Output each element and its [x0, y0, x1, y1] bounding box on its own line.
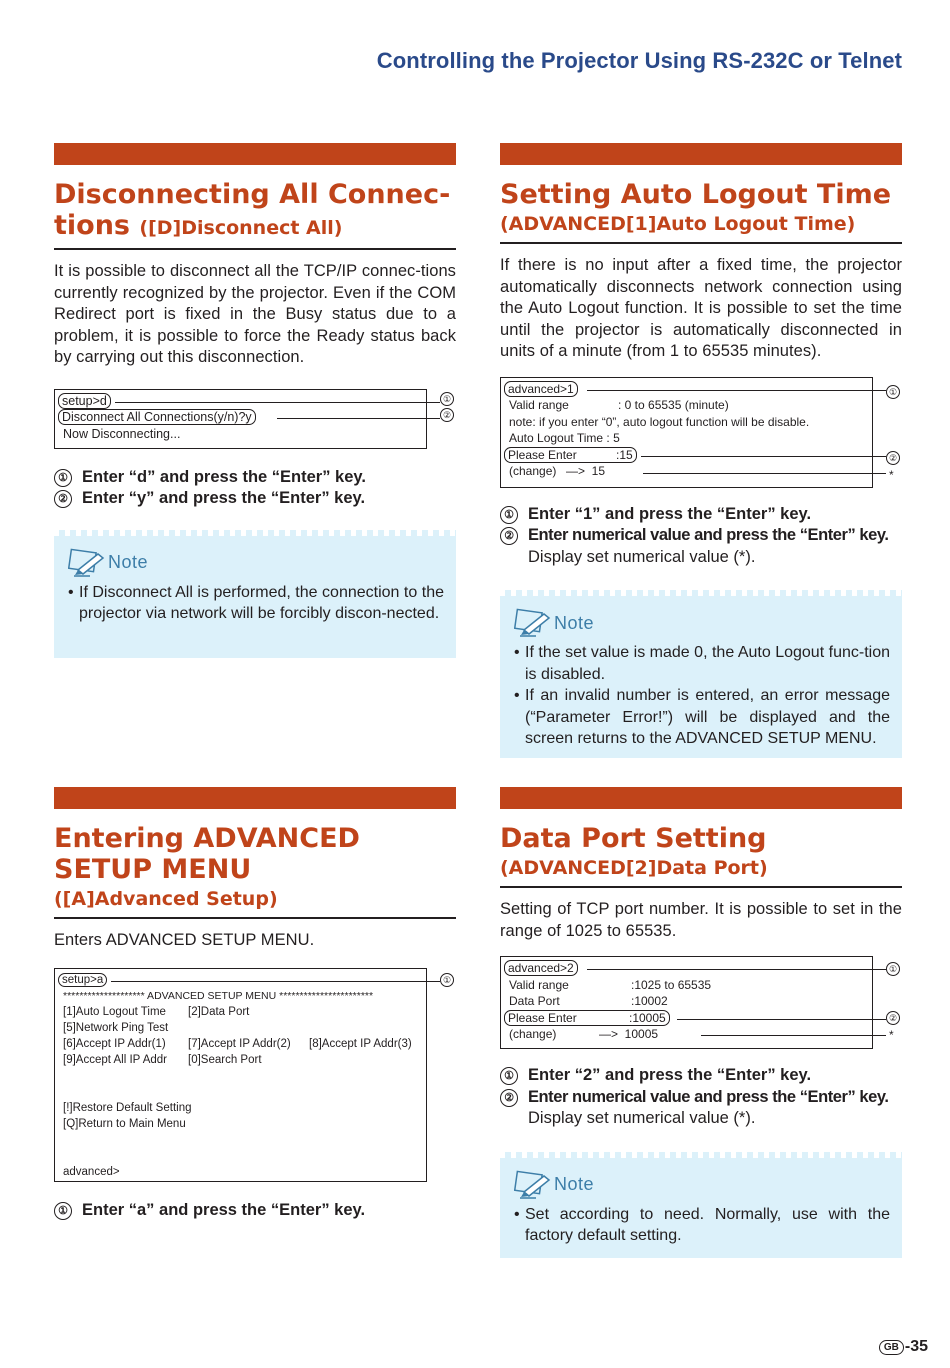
step-item: ① Enter “1” and press the “Enter” key.: [500, 504, 902, 526]
callout-line: [701, 1035, 886, 1036]
note-label: Note: [108, 552, 149, 572]
section-body: Setting of TCP port number. It is possible to set in the range of 1025 to 65535.: [500, 900, 902, 940]
note-item: • Set according to need. Normally, use with the factory default setting.: [514, 1205, 890, 1244]
section-rule: [500, 242, 902, 244]
section-rule: [500, 886, 902, 888]
section-subtitle: (ADVANCED[2]Data Port): [500, 857, 768, 879]
section-auto-logout: [500, 143, 902, 758]
section-body: If there is no input after a fixed time, the projector automatically disconnects network connection using the Auto Logout function. It is possible to set the time until the projector is automatically disconnected in units of a minute (from 1 to 65535 minutes).: [500, 256, 902, 360]
section-rule: [54, 917, 456, 919]
highlighted-command: Please Enter :10005: [504, 1010, 670, 1026]
note-box: [500, 590, 902, 758]
highlighted-command: setup>d: [58, 393, 111, 409]
page-number: GB -35: [879, 1338, 928, 1356]
callout-line: [677, 1019, 886, 1020]
section-bar: [54, 143, 456, 165]
pencil-note-icon: [514, 1170, 552, 1200]
section-title: Data Port Setting: [500, 823, 767, 854]
section-body: It is possible to disconnect all the TCP/IP connec-tions currently recognized by the projector. Even if the COM Redirect port is fixed in the Busy status due to a problem, it is possible to force the Ready status back by carrying out this disconnection.: [54, 262, 456, 366]
callout-line: [277, 418, 440, 419]
step-list: [54, 1200, 456, 1222]
note-item: • If an invalid number is entered, an error message (“Parameter Error!”) will be displayed and the screen returns to the ADVANCED SETUP MENU.: [514, 687, 890, 747]
asterisk-marker: *: [889, 468, 894, 482]
section-title: Entering ADVANCED SETUP MENU: [54, 823, 360, 885]
section-data-port: [500, 787, 902, 1258]
highlighted-command: setup>a: [58, 973, 107, 987]
section-bar: [500, 787, 902, 809]
callout-line: [587, 390, 886, 391]
highlighted-command: Disconnect All Connections(y/n)?y: [58, 409, 256, 425]
section-disconnect-all: [54, 143, 456, 658]
callout-line: [641, 456, 886, 457]
section-subtitle: ([A]Advanced Setup): [54, 888, 278, 910]
highlighted-command: advanced>2: [504, 960, 578, 976]
highlighted-command: advanced>1: [504, 381, 578, 397]
callout-number: ②: [440, 408, 454, 422]
note-label: Note: [554, 1174, 595, 1194]
callout-number: ①: [440, 973, 454, 987]
note-label: Note: [554, 612, 595, 633]
callout-line: [111, 981, 440, 982]
section-bar: [54, 787, 456, 809]
step-item: ① Enter “d” and press the “Enter” key.: [54, 467, 456, 489]
callout-number: ①: [886, 962, 900, 976]
step-item: ① Enter “a” and press the “Enter” key.: [54, 1200, 456, 1222]
note-item: • If the set value is made 0, the Auto Logout func-tion is disabled.: [514, 644, 890, 683]
section-title: Setting Auto Logout Time: [500, 179, 892, 210]
section-advanced-setup: [54, 787, 456, 1221]
callout-line: [115, 402, 440, 403]
callout-number: ①: [440, 392, 454, 406]
section-title: Disconnecting All Connec- tions ([D]Disconnect All): [54, 179, 451, 241]
step-detail: Display set numerical value (*).: [528, 547, 756, 566]
step-list: [54, 467, 456, 510]
page-header-title: Controlling the Projector Using RS-232C or Telnet: [376, 48, 902, 73]
section-rule: [54, 248, 456, 250]
section-bar: [500, 143, 902, 165]
terminal-box: advanced>1 Valid range : 0 to 65535 (minute) note: if you enter “0”, auto logout function will be disable. Auto Logout Time : 5 Please Enter :15 (change) —> 15: [500, 377, 873, 488]
step-item: ② Enter numerical value and press the “Enter” key.: [500, 525, 902, 547]
step-item: ① Enter “2” and press the “Enter” key.: [500, 1065, 902, 1087]
callout-number: ②: [886, 1011, 900, 1025]
highlighted-command: Please Enter :15: [504, 447, 637, 463]
callout-number: ②: [886, 451, 900, 465]
callout-line: [643, 473, 886, 474]
note-item: • If Disconnect All is performed, the connection to the projector via network will be forcibly discon-nected.: [68, 583, 444, 622]
callout-number: ①: [886, 385, 900, 399]
note-box: [54, 530, 456, 658]
step-item: ② Enter numerical value and press the “Enter” key.: [500, 1087, 902, 1109]
terminal-box: advanced>2 Valid range :1025 to 65535 Data Port :10002 Please Enter :10005 (change) —> 10005: [500, 956, 873, 1049]
asterisk-marker: *: [889, 1028, 894, 1042]
pencil-note-icon: [514, 608, 552, 638]
callout-line: [587, 969, 886, 970]
section-subtitle: (ADVANCED[1]Auto Logout Time): [500, 213, 856, 235]
note-box: [500, 1152, 902, 1258]
step-item: ② Enter “y” and press the “Enter” key.: [54, 488, 456, 510]
terminal-box: setup>a ******************** ADVANCED SETUP MENU *********************** [1]Auto Logout Time [2]Data Port [5]Network Ping Test [6]Accept IP Addr(1) [7]Accept IP Addr(2) [8]Accept IP Addr(3) [9]Accept All IP Addr [0]Search Port [!]Restore Default Setting [Q]Return to Main Menu advanced>: [54, 968, 427, 1182]
pencil-note-icon: [68, 548, 106, 578]
region-badge: GB: [879, 1340, 904, 1355]
step-list: [500, 504, 902, 569]
step-detail: Display set numerical value (*).: [528, 1109, 756, 1127]
section-body: Enters ADVANCED SETUP MENU.: [54, 931, 315, 949]
step-list: [500, 1065, 902, 1130]
terminal-box: setup>d Disconnect All Connections(y/n)?y Now Disconnecting...: [54, 389, 427, 449]
